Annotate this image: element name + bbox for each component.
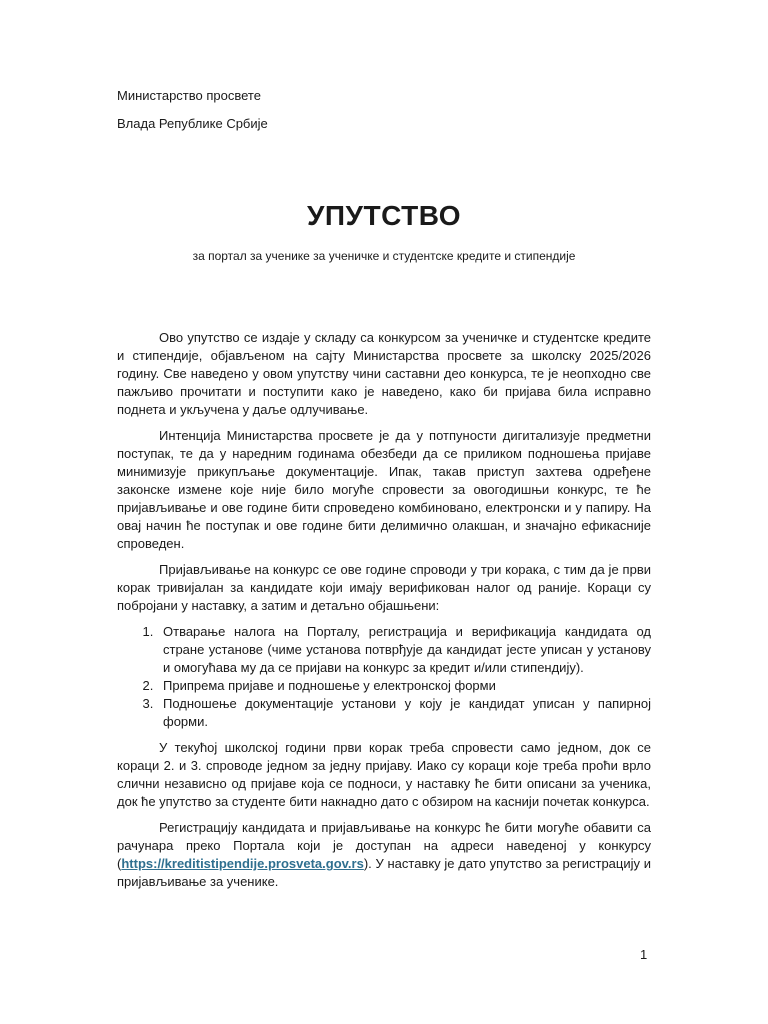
page-number: 1	[640, 947, 648, 962]
paragraph-registration-text-end: ). У наставку је дато упутство за регистрацију и пријављивање за ученике.	[117, 856, 651, 889]
list-item: 2. Припрема пријаве и подношење у електронској форми	[157, 677, 651, 695]
portal-link[interactable]: https://kreditistipendije.prosveta.gov.rs	[121, 856, 364, 871]
government-name: Влада Републике Србије	[117, 116, 268, 131]
paragraph-digitalization: Интенција Министарства просвете је да у потпуности дигитализује предметни поступак, те да у наредним годинама обезбеди да се приликом подношења пријаве минимизује прикупљање документације. Ипак, такав приступ захтева одређене законске измене које није било могуће спровести за овогодишњи конкурс, те ће пријављивање и ове године бити спроведено комбиновано, електронски и у папиру. На овај начин ће поступак и ове године бити делимично олакшан, и значајно ефикасније спроведен.	[117, 428, 651, 551]
paragraph-steps-intro: Пријављивање на конкурс се ове године спроводи у три корака, с тим да је први корак тривијалан за кандидате који имају верификован налог од раније. Кораци су побројани у наставку, а затим и детаљно објашњени:	[117, 562, 651, 613]
paragraph-registration-text: Регистрацију кандидата и пријављивање на конкурс ће бити могуће обавити са рачунара преко Портала који је доступан на адреси наведеној у конкурсу (	[117, 820, 651, 871]
steps-list	[117, 623, 651, 731]
document-subtitle: за портал за ученике за ученичке и студентске кредите и стипендије	[192, 249, 576, 263]
document-body	[117, 329, 651, 899]
ministry-name: Министарство просвете	[117, 88, 261, 103]
paragraph-intro: Ово упутство се издаје у складу са конкурсом за ученичке и студентске кредите и стипендије, објављеном на сајту Министарства просвете за школску 2025/2026 годину. Све наведено у овом упутству чини саставни део конкурса, те је неопходно све пажљиво прочитати и поступити како је наведено, како би пријава била исправно поднета и укључена у даље одлучивање.	[117, 330, 651, 417]
list-item: 3. Подношење документације установи у коју је кандидат уписан у папирној форми.	[157, 695, 651, 731]
paragraph-registration	[117, 819, 651, 891]
document-title: УПУТСТВО	[307, 200, 461, 231]
paragraph-school-year: У текућој школској години први корак треба спровести само једном, док се кораци 2. и 3. спроводе једном за једну пријаву. Иако су кораци које треба проћи врло слични независно од пријаве која се подноси, у наставку ће бити описани за ученика, док ће упутство за студенте бити накнадно дато с обзиром на каснији почетак конкурса.	[117, 740, 651, 809]
list-item: 1. Отварање налога на Порталу, регистрација и верификација кандидата од стране установе (чиме установа потврђује да кандидат јесте уписан у установу и омогућава му да се пријави на конкурс за кредит и/или стипендију).	[157, 623, 651, 677]
